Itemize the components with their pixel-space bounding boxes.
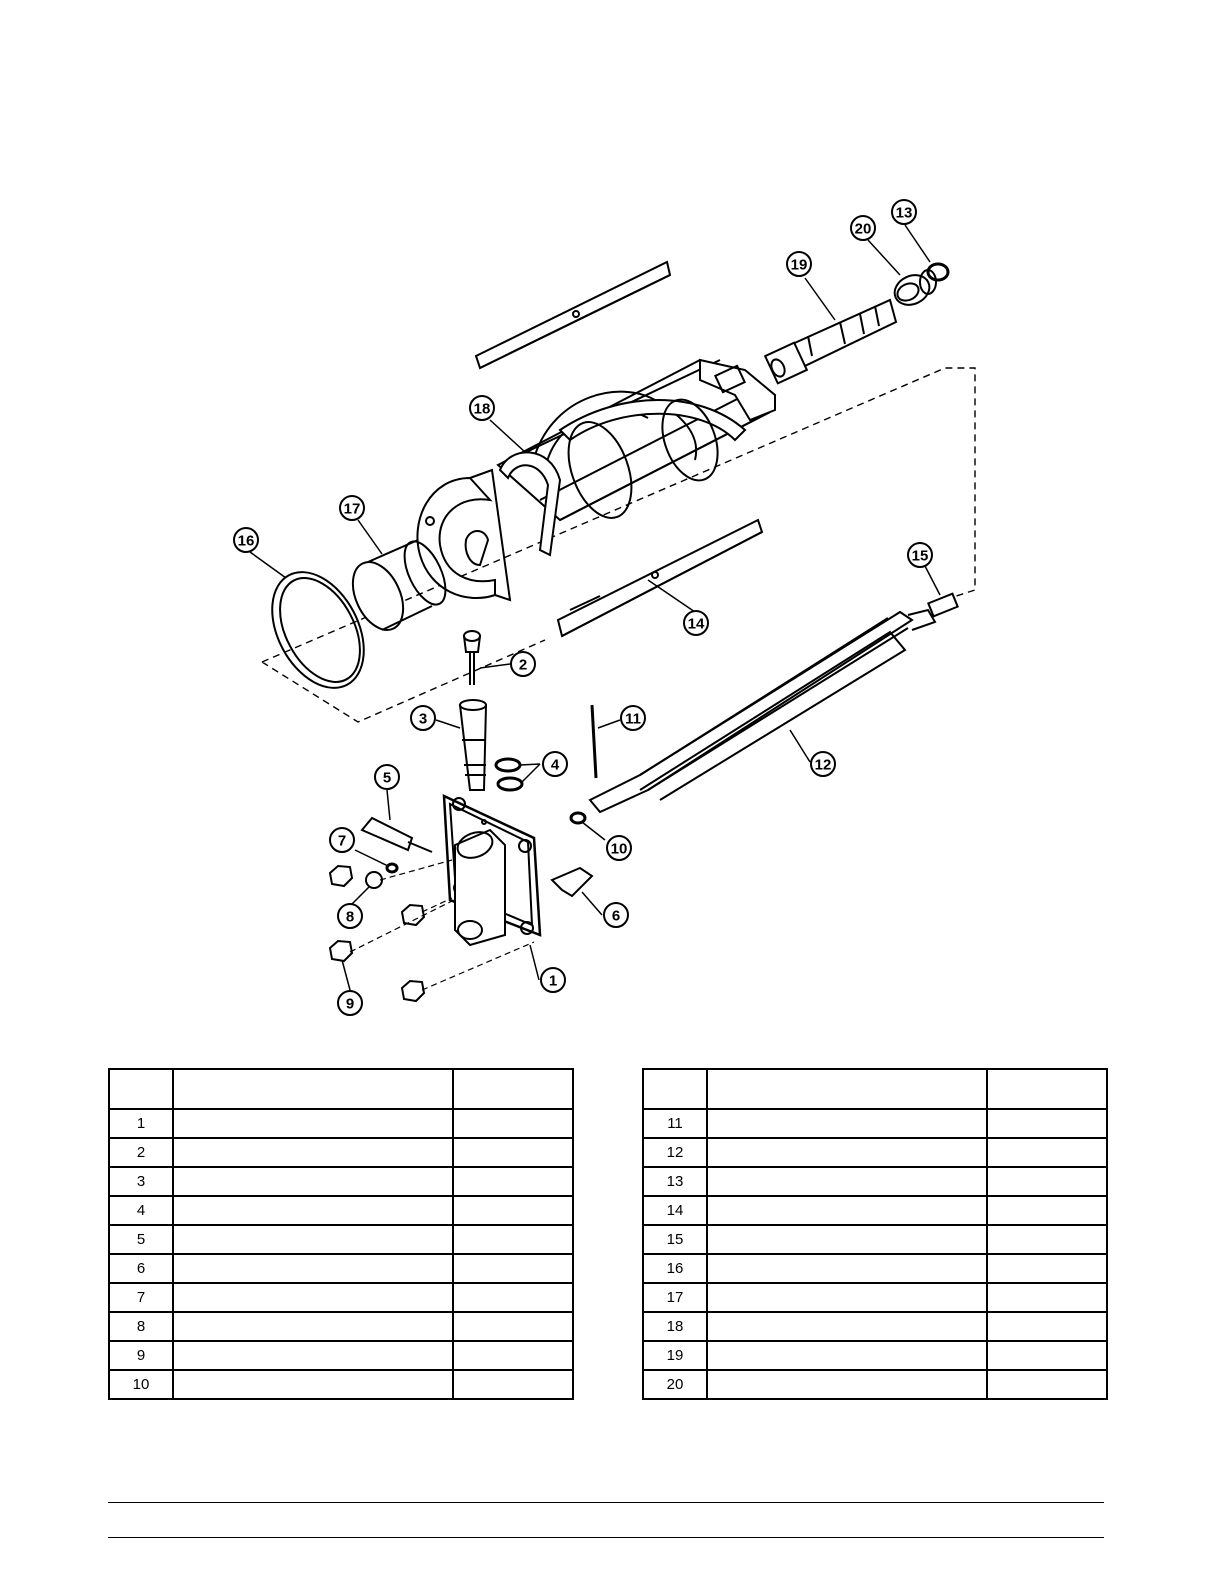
cell-part-number — [987, 1196, 1107, 1225]
cell-item: 17 — [643, 1283, 707, 1312]
svg-text:3: 3 — [418, 710, 428, 728]
table-row — [643, 1196, 1107, 1225]
svg-text:2: 2 — [518, 656, 528, 674]
svg-text:11: 11 — [625, 710, 641, 728]
callout-20 — [851, 216, 875, 240]
callout-13 — [892, 200, 916, 224]
knob-8 — [366, 872, 382, 888]
callout-14 — [684, 611, 708, 635]
callout-6 — [604, 903, 628, 927]
table-row — [109, 1167, 573, 1196]
callout-4 — [543, 752, 567, 776]
o-ring-4a — [496, 759, 520, 771]
pin-2 — [464, 631, 480, 685]
svg-text:17: 17 — [343, 500, 361, 518]
cell-part-number — [987, 1225, 1107, 1254]
cell-description — [173, 1254, 453, 1283]
cell-part-number — [453, 1109, 573, 1138]
o-ring-4b — [498, 778, 522, 790]
header-item — [643, 1069, 707, 1109]
cell-part-number — [453, 1254, 573, 1283]
cell-description — [173, 1196, 453, 1225]
cell-item: 19 — [643, 1341, 707, 1370]
faceplate — [444, 796, 540, 945]
table-header-row — [643, 1069, 1107, 1109]
svg-text:19: 19 — [790, 256, 808, 274]
cell-description — [173, 1167, 453, 1196]
footer-rule-top — [108, 1502, 1104, 1503]
svg-text:20: 20 — [854, 220, 872, 238]
cell-part-number — [453, 1138, 573, 1167]
cell-part-number — [453, 1341, 573, 1370]
cell-description — [707, 1312, 987, 1341]
table-row — [109, 1225, 573, 1254]
cell-item: 2 — [109, 1138, 173, 1167]
svg-text:12: 12 — [814, 756, 832, 774]
callout-1 — [541, 968, 565, 992]
callout-19 — [787, 252, 811, 276]
parts-table-left — [108, 1068, 574, 1400]
table-row — [643, 1312, 1107, 1341]
cell-item: 4 — [109, 1196, 173, 1225]
cell-part-number — [987, 1138, 1107, 1167]
svg-text:7: 7 — [337, 832, 347, 850]
table-row — [643, 1138, 1107, 1167]
cell-item: 7 — [109, 1283, 173, 1312]
cell-part-number — [453, 1312, 573, 1341]
table-row — [109, 1283, 573, 1312]
cell-description — [707, 1370, 987, 1399]
cell-item: 6 — [109, 1254, 173, 1283]
rod-11 — [592, 705, 596, 778]
callout-15 — [908, 543, 932, 567]
svg-text:4: 4 — [550, 756, 560, 774]
top-slide-bar — [476, 262, 670, 368]
cell-item: 10 — [109, 1370, 173, 1399]
cell-part-number — [987, 1312, 1107, 1341]
callout-18 — [470, 396, 494, 420]
cell-description — [707, 1138, 987, 1167]
cell-item: 12 — [643, 1138, 707, 1167]
table-row — [109, 1138, 573, 1167]
callout-2 — [511, 652, 535, 676]
cell-description — [173, 1283, 453, 1312]
cell-description — [707, 1109, 987, 1138]
cell-part-number — [453, 1370, 573, 1399]
callout-16 — [234, 528, 258, 552]
cell-description — [707, 1283, 987, 1312]
svg-text:10: 10 — [610, 840, 628, 858]
cell-part-number — [453, 1167, 573, 1196]
table-row — [109, 1196, 573, 1225]
washer-10 — [571, 813, 585, 823]
table-row — [643, 1370, 1107, 1399]
cell-part-number — [987, 1254, 1107, 1283]
coupling-pin — [928, 594, 957, 617]
callout-8 — [338, 904, 362, 928]
svg-text:8: 8 — [345, 908, 355, 926]
draw-valve — [460, 700, 486, 790]
cell-item: 20 — [643, 1370, 707, 1399]
cell-item: 1 — [109, 1109, 173, 1138]
header-part-number — [453, 1069, 573, 1109]
cell-description — [173, 1109, 453, 1138]
cell-item: 18 — [643, 1312, 707, 1341]
callout-9 — [338, 991, 362, 1015]
cell-item: 9 — [109, 1341, 173, 1370]
svg-text:16: 16 — [237, 532, 255, 550]
cell-part-number — [987, 1283, 1107, 1312]
cell-part-number — [453, 1283, 573, 1312]
svg-text:6: 6 — [611, 907, 621, 925]
cell-item: 14 — [643, 1196, 707, 1225]
o-ring-7 — [387, 864, 397, 872]
callout-7 — [330, 828, 354, 852]
header-description — [707, 1069, 987, 1109]
svg-text:15: 15 — [911, 547, 929, 565]
cell-item: 3 — [109, 1167, 173, 1196]
table-row — [109, 1370, 573, 1399]
cell-item: 13 — [643, 1167, 707, 1196]
table-row — [643, 1225, 1107, 1254]
cell-description — [707, 1225, 987, 1254]
clip-6 — [552, 868, 592, 896]
table-row — [643, 1341, 1107, 1370]
cell-part-number — [987, 1370, 1107, 1399]
cell-item: 15 — [643, 1225, 707, 1254]
cell-description — [707, 1196, 987, 1225]
svg-text:14: 14 — [687, 615, 705, 633]
cell-part-number — [987, 1109, 1107, 1138]
cell-part-number — [987, 1167, 1107, 1196]
svg-text:9: 9 — [345, 995, 355, 1013]
handle — [362, 818, 432, 852]
header-description — [173, 1069, 453, 1109]
cell-description — [173, 1312, 453, 1341]
parts-table-right — [642, 1068, 1108, 1400]
cell-description — [707, 1167, 987, 1196]
cell-description — [173, 1138, 453, 1167]
table-row — [109, 1109, 573, 1138]
cell-part-number — [453, 1225, 573, 1254]
beater-assembly — [417, 360, 775, 600]
header-part-number — [987, 1069, 1107, 1109]
callout-17 — [340, 496, 364, 520]
table-row — [643, 1109, 1107, 1138]
cell-description — [707, 1254, 987, 1283]
footer-rule-bottom — [108, 1537, 1104, 1538]
callout-12 — [811, 752, 835, 776]
cell-description — [707, 1341, 987, 1370]
cell-part-number — [987, 1341, 1107, 1370]
callout-10 — [607, 836, 631, 860]
cell-item: 5 — [109, 1225, 173, 1254]
drive-shaft — [765, 300, 896, 383]
callout-3 — [411, 706, 435, 730]
cell-item: 11 — [643, 1109, 707, 1138]
table-row — [109, 1254, 573, 1283]
table-header-row — [109, 1069, 573, 1109]
svg-text:18: 18 — [473, 400, 491, 418]
table-row — [109, 1312, 573, 1341]
cell-item: 16 — [643, 1254, 707, 1283]
cell-part-number — [453, 1196, 573, 1225]
table-row — [643, 1167, 1107, 1196]
callout-5 — [375, 765, 399, 789]
table-row — [643, 1283, 1107, 1312]
callout-11 — [621, 706, 645, 730]
table-row — [109, 1341, 573, 1370]
svg-text:5: 5 — [382, 769, 392, 787]
cell-item: 8 — [109, 1312, 173, 1341]
header-item — [109, 1069, 173, 1109]
table-row — [643, 1254, 1107, 1283]
cell-description — [173, 1341, 453, 1370]
cell-description — [173, 1225, 453, 1254]
svg-text:1: 1 — [548, 972, 558, 990]
cell-description — [173, 1370, 453, 1399]
bottom-slide-bar — [558, 520, 762, 636]
svg-text:13: 13 — [895, 204, 913, 222]
